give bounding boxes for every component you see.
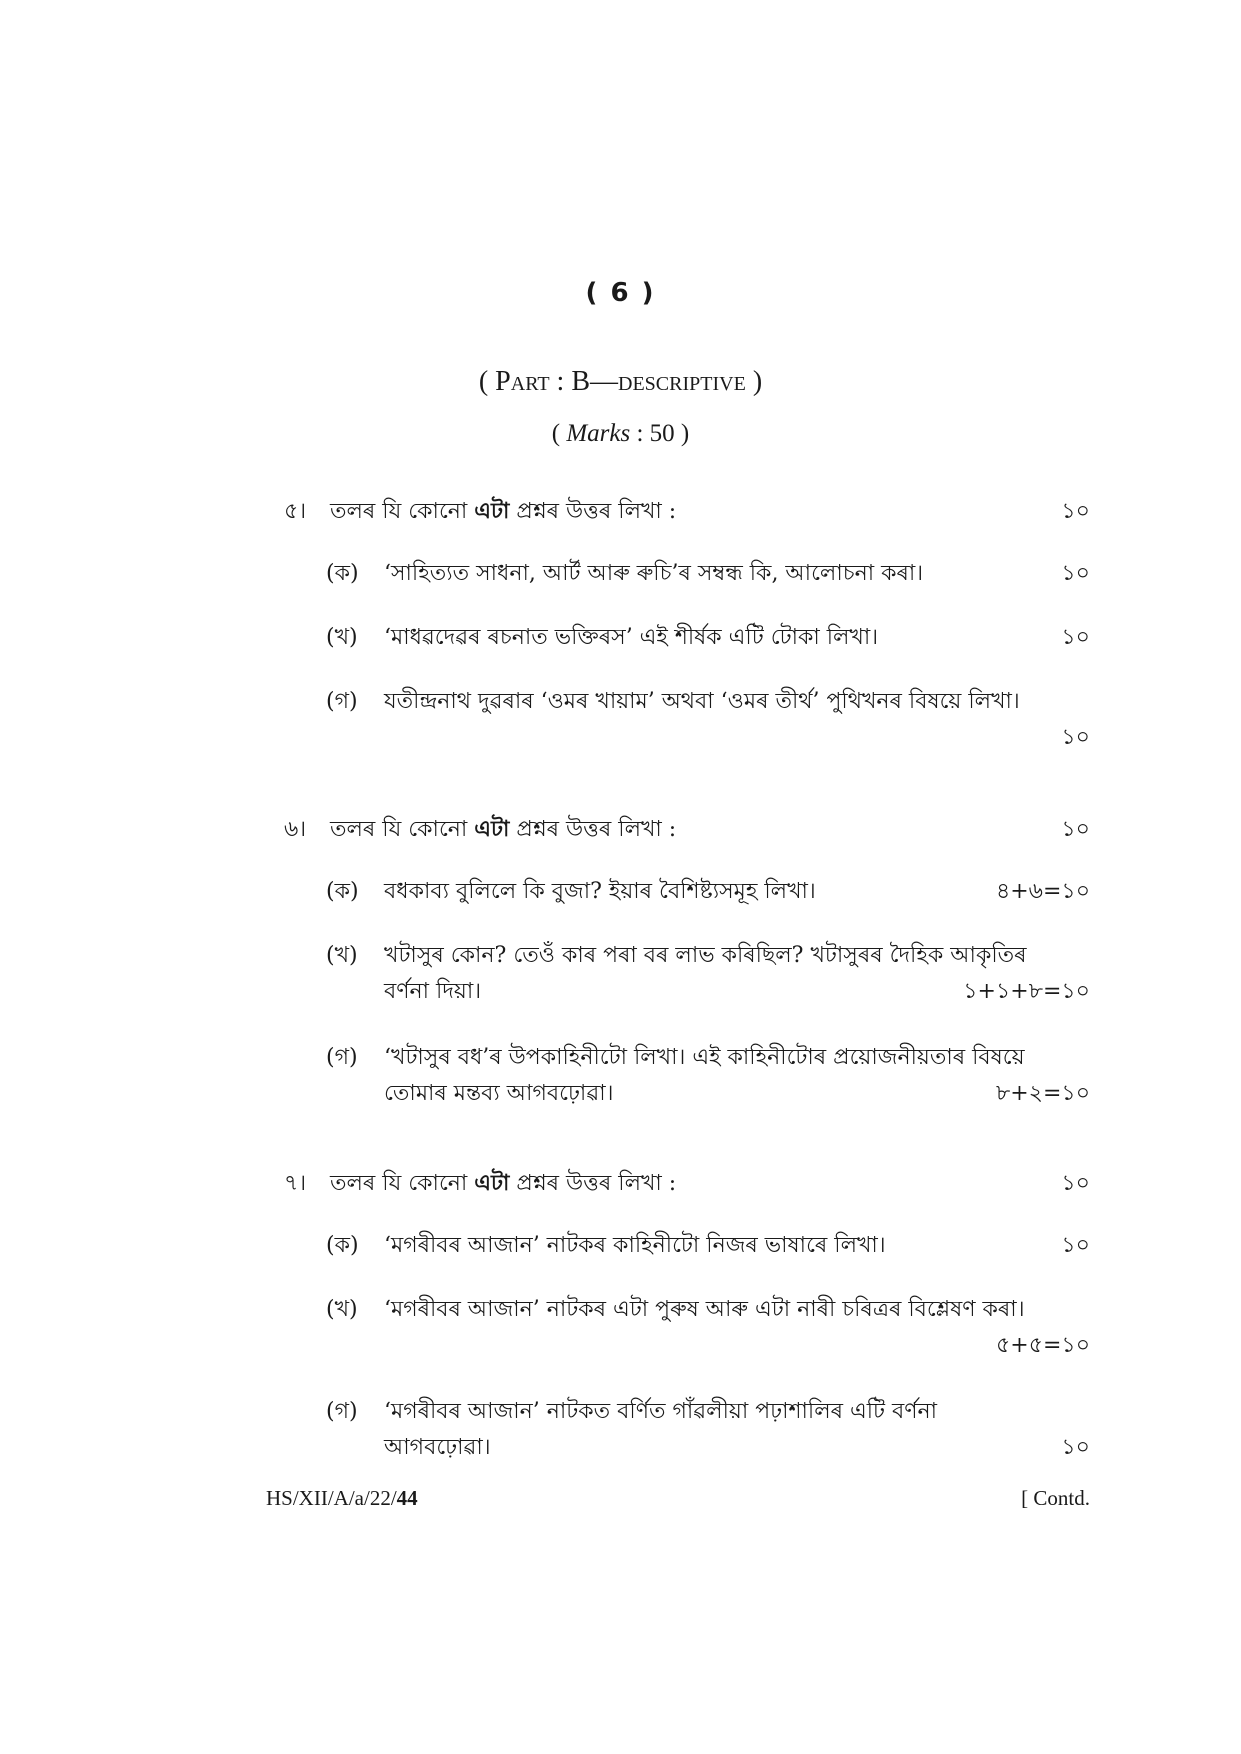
sub-text: ‘মগৰীবৰ আজান’ নাটকৰ কাহিনীটো নিজৰ ভাষাৰে লিখা। xyxy=(384,1233,886,1258)
marks-word: Marks xyxy=(566,420,631,447)
sub-marks: ১০ xyxy=(1061,625,1090,650)
sub-label: (গ) xyxy=(326,1045,358,1070)
part-desc: descriptive xyxy=(618,366,746,397)
sub-marks: ৪+৬=১০ xyxy=(995,879,1090,904)
question-number: ৫। xyxy=(284,499,307,524)
sub-marks: ১০ xyxy=(1061,725,1090,750)
sub-label: (ক) xyxy=(326,561,359,586)
part-colon: : B— xyxy=(549,366,619,397)
paper-code xyxy=(266,1486,418,1511)
question-marks: ১০ xyxy=(1061,499,1090,524)
question-instruction: তলৰ যি কোনো এটা প্ৰশ্নৰ উত্তৰ লিখা : xyxy=(330,816,677,842)
sub-label: (খ) xyxy=(326,1297,358,1322)
question-instruction: তলৰ যি কোনো এটা প্ৰশ্নৰ উত্তৰ লিখা : xyxy=(330,498,677,524)
question-marks: ১০ xyxy=(1061,1171,1090,1196)
sub-marks: ১০ xyxy=(1061,1435,1090,1460)
sub-text: ‘মাধৱদেৱৰ ৰচনাত ভক্তিৰস’ এই শীৰ্ষক এটি টোকা লিখা। xyxy=(384,625,879,650)
sub-text: ‘মগৰীবৰ আজান’ নাটকৰ এটা পুৰুষ আৰু এটা নাৰী চৰিত্ৰৰ বিশ্লেষণ কৰা। xyxy=(384,1297,1025,1322)
sub-text: ‘সাহিত্যত সাধনা, আৰ্ট আৰু ৰুচি’ৰ সম্বন্ধ কি, আলোচনা কৰা। xyxy=(384,561,924,586)
sub-marks: ৫+৫=১০ xyxy=(996,1333,1090,1358)
question-6-header xyxy=(284,812,1090,852)
sub-marks: ১০ xyxy=(1061,1233,1090,1258)
question-marks: ১০ xyxy=(1061,817,1090,842)
marks-open: ( xyxy=(551,420,567,447)
sub-text: ‘খটাসুৰ বধ’ৰ উপকাহিনীটো লিখা। এই কাহিনীটোৰ প্ৰয়োজনীয়তাৰ বিষয়ে তোমাৰ মন্তব্য আগবঢ়োৱা। xyxy=(384,1045,1025,1106)
sub-text: বধকাব্য বুলিলে কি বুজা? ইয়াৰ বৈশিষ্ট্যসমূহ লিখা। xyxy=(384,879,816,904)
sub-label: (ক) xyxy=(326,879,359,904)
sub-marks: ১+১+৮=১০ xyxy=(963,979,1090,1004)
sub-label: (খ) xyxy=(326,625,358,650)
sub-marks: ১০ xyxy=(1061,561,1090,586)
part-word: Part xyxy=(495,366,550,397)
total-marks xyxy=(0,420,1241,448)
question-number: ৬। xyxy=(284,817,307,842)
marks-value: : 50 ) xyxy=(630,420,690,447)
question-5-header xyxy=(284,494,1090,534)
sub-label: (খ) xyxy=(326,943,358,968)
paper-code-number: 44 xyxy=(396,1486,418,1510)
sub-text: যতীন্দ্ৰনাথ দুৱৰাৰ ‘ওমৰ খায়াম’ অথবা ‘ওমৰ তীৰ্থ’ পুথিখনৰ বিষয়ে লিখা। xyxy=(384,689,1020,714)
sub-label: (গ) xyxy=(326,689,358,714)
part-open: ( xyxy=(478,366,496,397)
question-instruction: তলৰ যি কোনো এটা প্ৰশ্নৰ উত্তৰ লিখা : xyxy=(330,1170,677,1196)
sub-label: (ক) xyxy=(326,1233,359,1258)
part-title xyxy=(0,366,1241,398)
question-number: ৭। xyxy=(284,1171,307,1196)
question-7-header xyxy=(284,1166,1090,1206)
continued-marker: [ Contd. xyxy=(1021,1486,1090,1510)
page-number: ( 6 ) xyxy=(585,278,656,308)
sub-text: খটাসুৰ কোন? তেওঁ কাৰ পৰা বৰ লাভ কৰিছিল? খটাসুৰৰ দৈহিক আকৃতিৰ বৰ্ণনা দিয়া। xyxy=(384,943,1027,1004)
sub-marks: ৮+২=১০ xyxy=(995,1081,1090,1106)
sub-text: ‘মগৰীবৰ আজান’ নাটকত বৰ্ণিত গাঁৱলীয়া পঢ়াশালিৰ এটি বৰ্ণনা আগবঢ়োৱা। xyxy=(384,1399,938,1460)
part-close: ) xyxy=(745,366,763,397)
paper-code-prefix: HS/XII/A/a/22/ xyxy=(266,1486,397,1510)
sub-label: (গ) xyxy=(326,1399,358,1424)
